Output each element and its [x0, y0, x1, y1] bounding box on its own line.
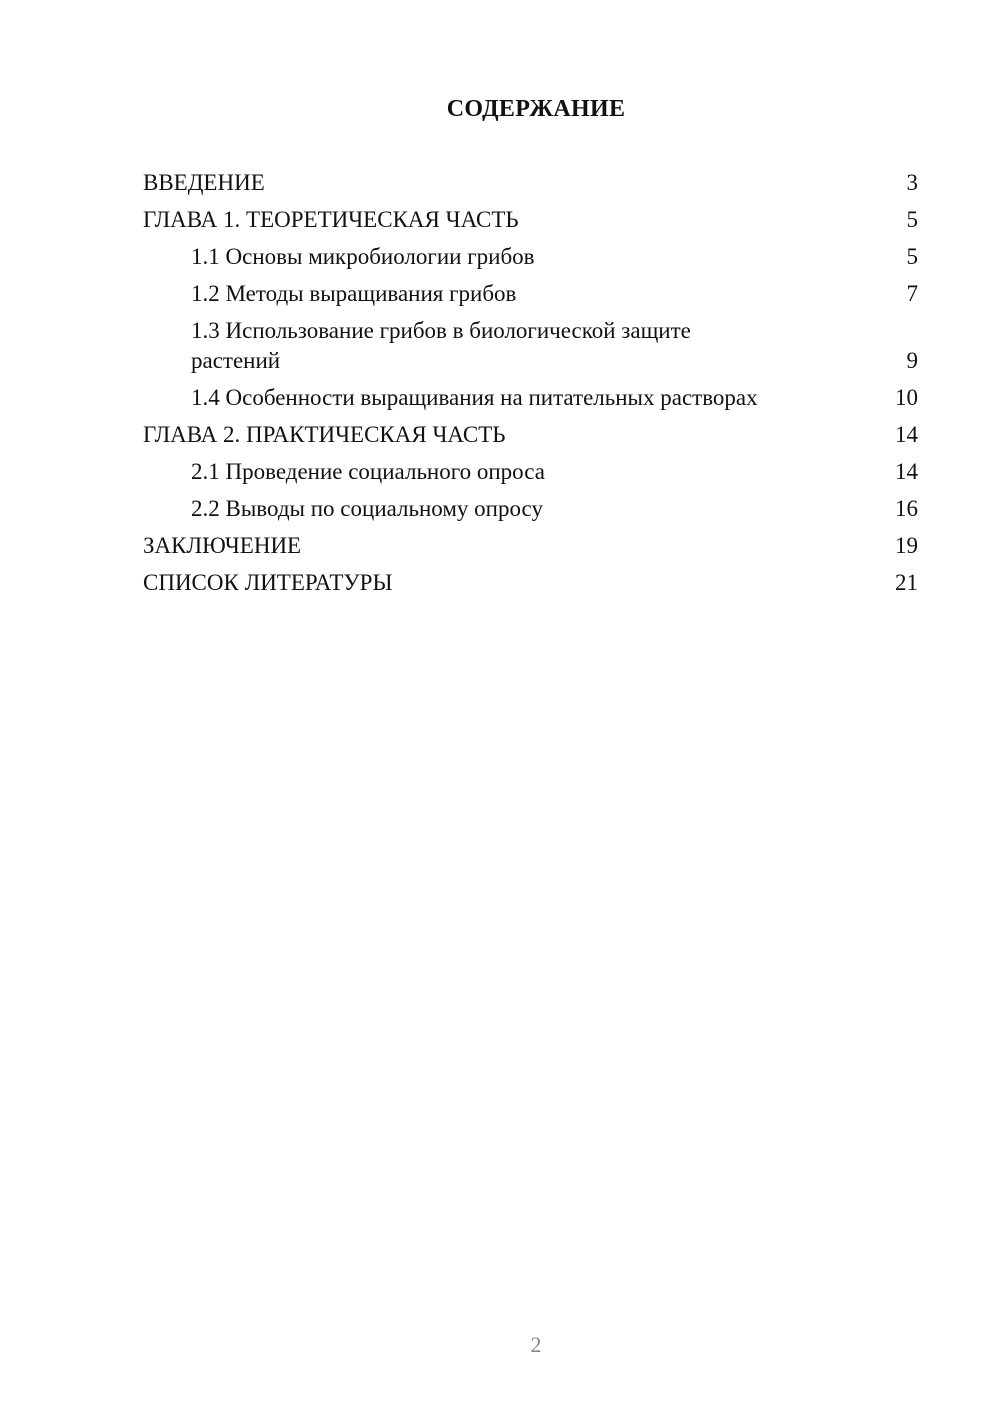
toc-entry-page: 19 — [895, 533, 918, 558]
toc-entry-section-1-2[interactable] — [143, 279, 920, 309]
toc-entry-label: ГЛАВА 1. ТЕОРЕТИЧЕСКАЯ ЧАСТЬ — [143, 207, 519, 232]
toc-entry-label: 1.3 Использование грибов в биологической защите растений — [191, 318, 691, 373]
toc-entry-page: 5 — [906, 244, 918, 269]
toc-entry-references[interactable] — [143, 568, 920, 598]
toc-entry-label: 1.2 Методы выращивания грибов — [191, 281, 517, 306]
toc-entry-section-2-1[interactable] — [143, 457, 920, 487]
toc-entry-section-1-1[interactable] — [143, 242, 920, 272]
toc-entry-label: 1.4 Особенности выращивания на питательных растворах — [191, 385, 758, 410]
toc-entry-introduction[interactable] — [143, 168, 920, 198]
toc-entry-page: 14 — [895, 422, 918, 447]
toc-entry-chapter-2[interactable] — [143, 420, 920, 450]
toc-entry-page: 9 — [906, 348, 918, 373]
toc-entry-chapter-1[interactable] — [143, 205, 920, 235]
toc-entry-section-1-4[interactable] — [143, 383, 920, 413]
table-of-contents — [143, 168, 920, 605]
toc-entry-page: 3 — [906, 170, 918, 195]
toc-entry-page: 21 — [895, 570, 918, 595]
toc-entry-label: ГЛАВА 2. ПРАКТИЧЕСКАЯ ЧАСТЬ — [143, 422, 506, 447]
toc-entry-page: 16 — [895, 496, 918, 521]
page-title: СОДЕРЖАНИЕ — [446, 96, 626, 122]
toc-entry-label: 1.1 Основы микробиологии грибов — [191, 244, 535, 269]
toc-entry-page: 14 — [895, 459, 918, 484]
toc-entry-page: 5 — [906, 207, 918, 232]
toc-entry-label: 2.2 Выводы по социальному опросу — [191, 496, 543, 521]
page-number: 2 — [530, 1332, 542, 1357]
toc-entry-label: 2.1 Проведение социального опроса — [191, 459, 545, 484]
toc-entry-section-1-3[interactable] — [143, 316, 920, 376]
toc-entry-page: 7 — [906, 281, 918, 306]
toc-entry-conclusion[interactable] — [143, 531, 920, 561]
toc-entry-label: СПИСОК ЛИТЕРАТУРЫ — [143, 570, 393, 595]
toc-entry-section-2-2[interactable] — [143, 494, 920, 524]
toc-entry-label: ВВЕДЕНИЕ — [143, 170, 265, 195]
toc-entry-page: 10 — [895, 385, 918, 410]
toc-entry-label: ЗАКЛЮЧЕНИЕ — [143, 533, 302, 558]
